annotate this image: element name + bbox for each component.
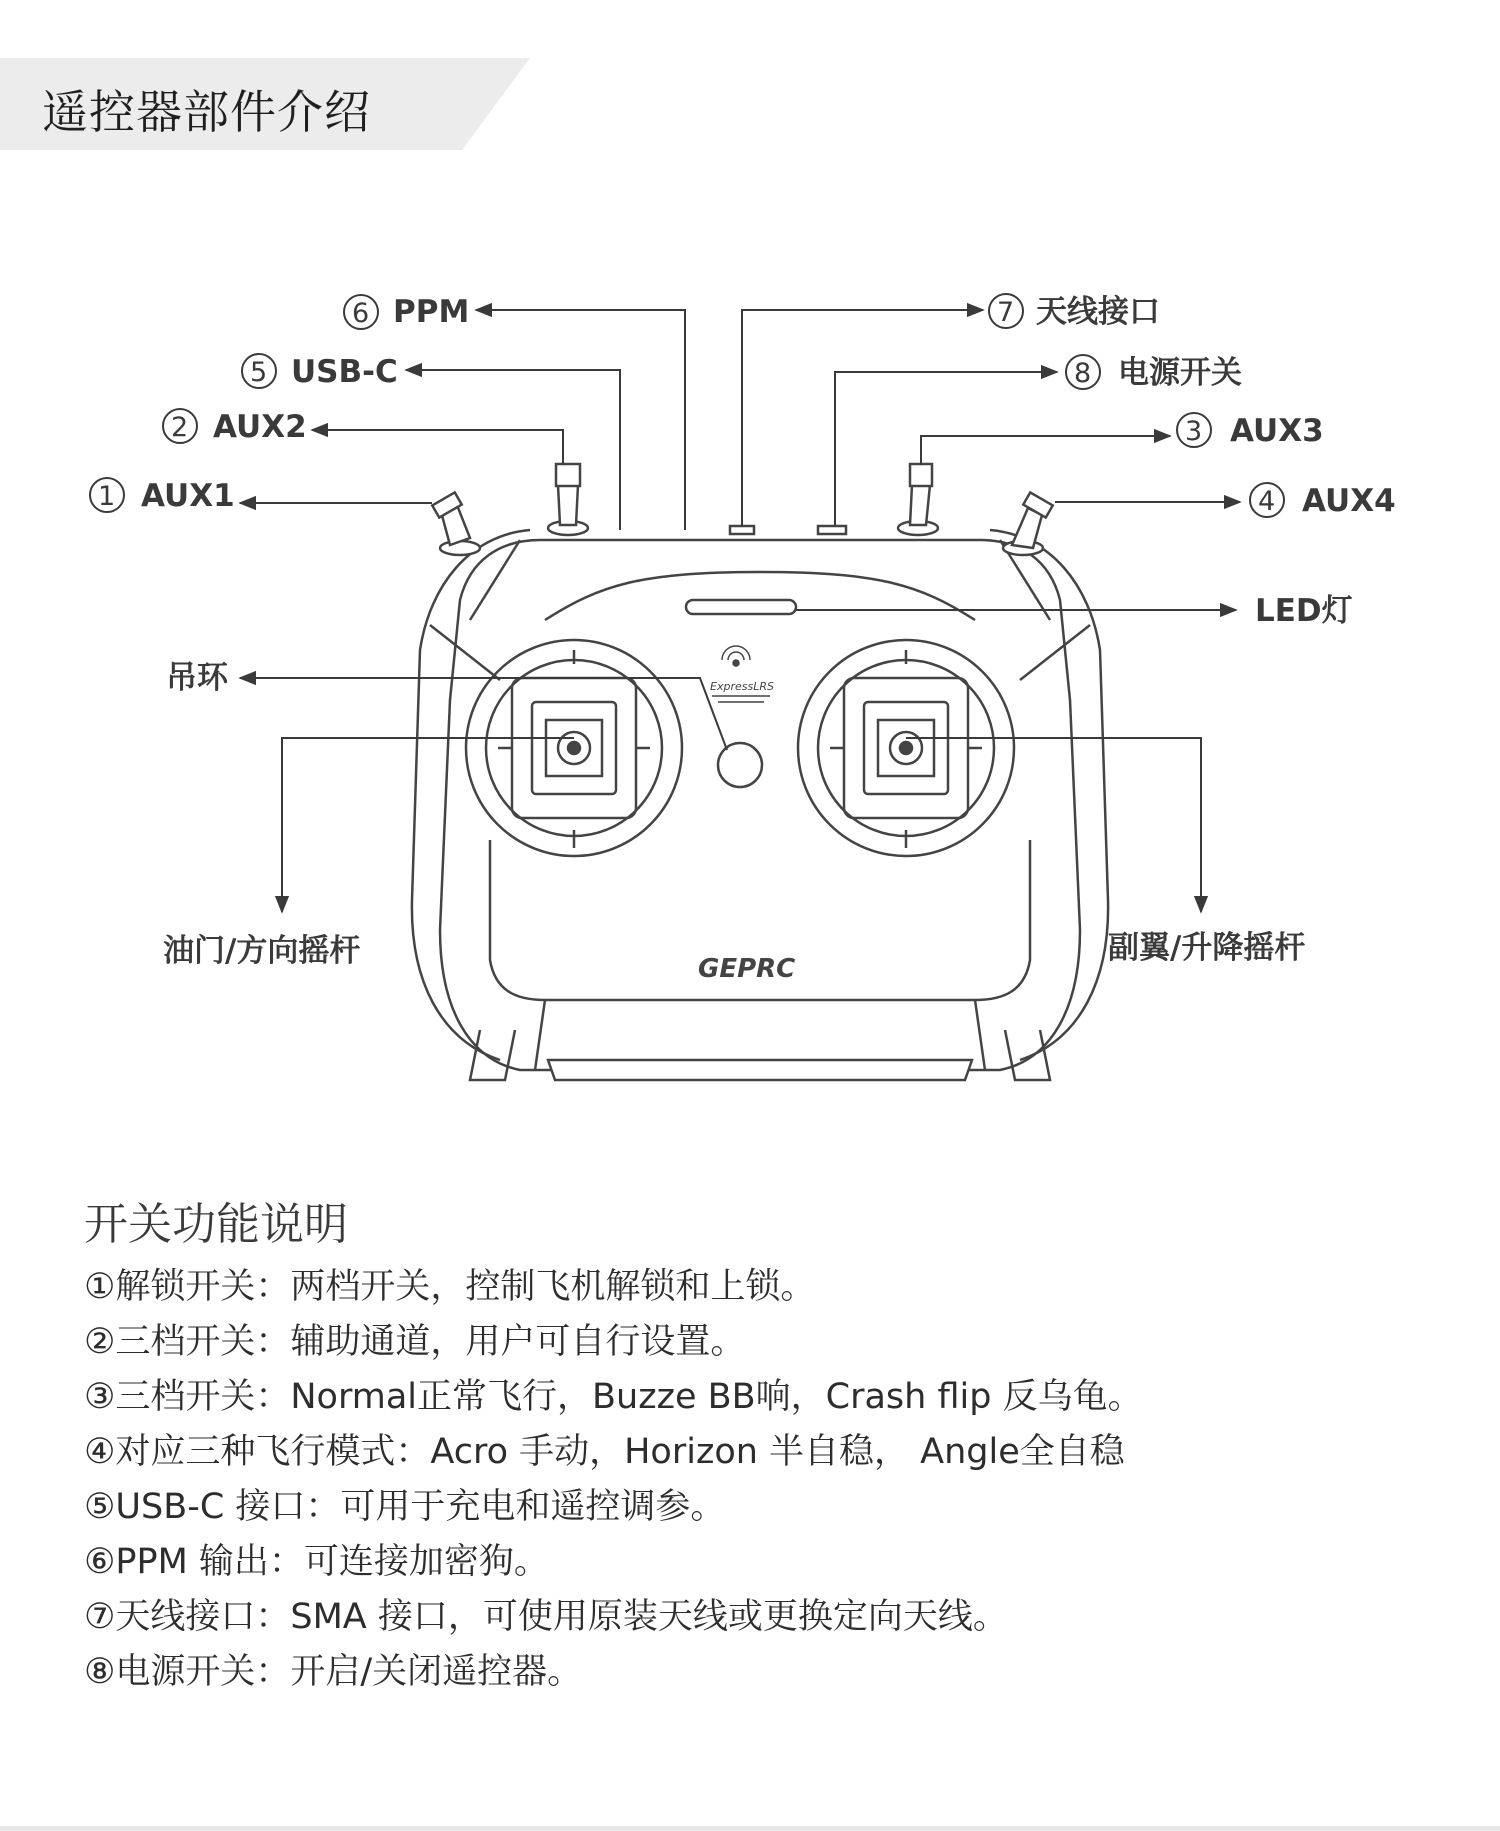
antenna-label: 天线接口: [1036, 294, 1160, 330]
svg-text:4: 4: [1258, 486, 1276, 517]
description-item-2: ②三档开关：辅助通道，用户可自行设置。: [84, 1322, 746, 1362]
callout-aux4: [1250, 483, 1396, 519]
led-label: LED灯: [1255, 593, 1353, 629]
svg-text:7: 7: [997, 297, 1015, 328]
aux1-label: AUX1: [141, 478, 235, 514]
svg-text:5: 5: [250, 357, 268, 388]
right-gimbal: [798, 640, 1014, 856]
left-gimbal: [466, 640, 682, 856]
svg-text:6: 6: [352, 298, 370, 329]
expresslrs-logo: [722, 646, 750, 666]
aux2-label: AUX2: [213, 409, 307, 445]
lanyard-label: 吊环: [166, 660, 228, 696]
callout-usbc: [242, 354, 398, 390]
section-title: 开关功能说明: [84, 1199, 348, 1250]
power-label: 电源开关: [1118, 355, 1242, 391]
callout-aux2: [163, 409, 307, 445]
switch-description-list: [84, 1260, 1143, 1700]
callout-aux1: [90, 478, 235, 514]
elrs-text: ExpressLRS: [710, 680, 774, 693]
svg-text:2: 2: [171, 412, 189, 443]
aux3-label: AUX3: [1230, 413, 1324, 449]
usbc-label: USB-C: [291, 354, 398, 390]
geprc-logo: GEPRC: [698, 954, 796, 984]
ppm-label: PPM: [393, 294, 470, 330]
description-item-3: ③三档开关：Normal正常飞行，Buzze BB响，Crash flip 反乌龟。: [84, 1377, 1143, 1417]
aux4-label: AUX4: [1302, 483, 1396, 519]
description-item-5: ⑤USB-C 接口：可用于充电和遥控调参。: [84, 1487, 726, 1527]
description-item-6: ⑥PPM 输出：可连接加密狗。: [84, 1542, 549, 1582]
svg-text:1: 1: [98, 481, 116, 512]
footer-band: [0, 1826, 1500, 1831]
lanyard-ring: [718, 743, 762, 787]
controller-diagram: [0, 260, 1500, 1130]
callout-aux3: [1177, 413, 1324, 449]
led-bar: [686, 600, 796, 614]
svg-text:3: 3: [1185, 416, 1203, 447]
svg-text:8: 8: [1074, 358, 1092, 389]
description-item-8: ⑧电源开关：开启/关闭遥控器。: [84, 1652, 583, 1692]
description-item-4: ④对应三种飞行模式：Acro 手动，Horizon 半自稳， Angle全自稳: [84, 1432, 1125, 1472]
left-stick-label: 油门/方向摇杆: [163, 933, 361, 969]
callout-power: [1066, 355, 1242, 391]
callout-antenna: [989, 294, 1160, 330]
page-title: 遥控器部件介绍: [42, 85, 371, 139]
right-stick-label: 副翼/升降摇杆: [1108, 930, 1306, 966]
callout-ppm: [344, 294, 469, 330]
description-item-1: ①解锁开关：两档开关，控制飞机解锁和上锁。: [84, 1267, 816, 1307]
description-item-7: ⑦天线接口：SMA 接口，可使用原装天线或更换定向天线。: [84, 1597, 1008, 1637]
